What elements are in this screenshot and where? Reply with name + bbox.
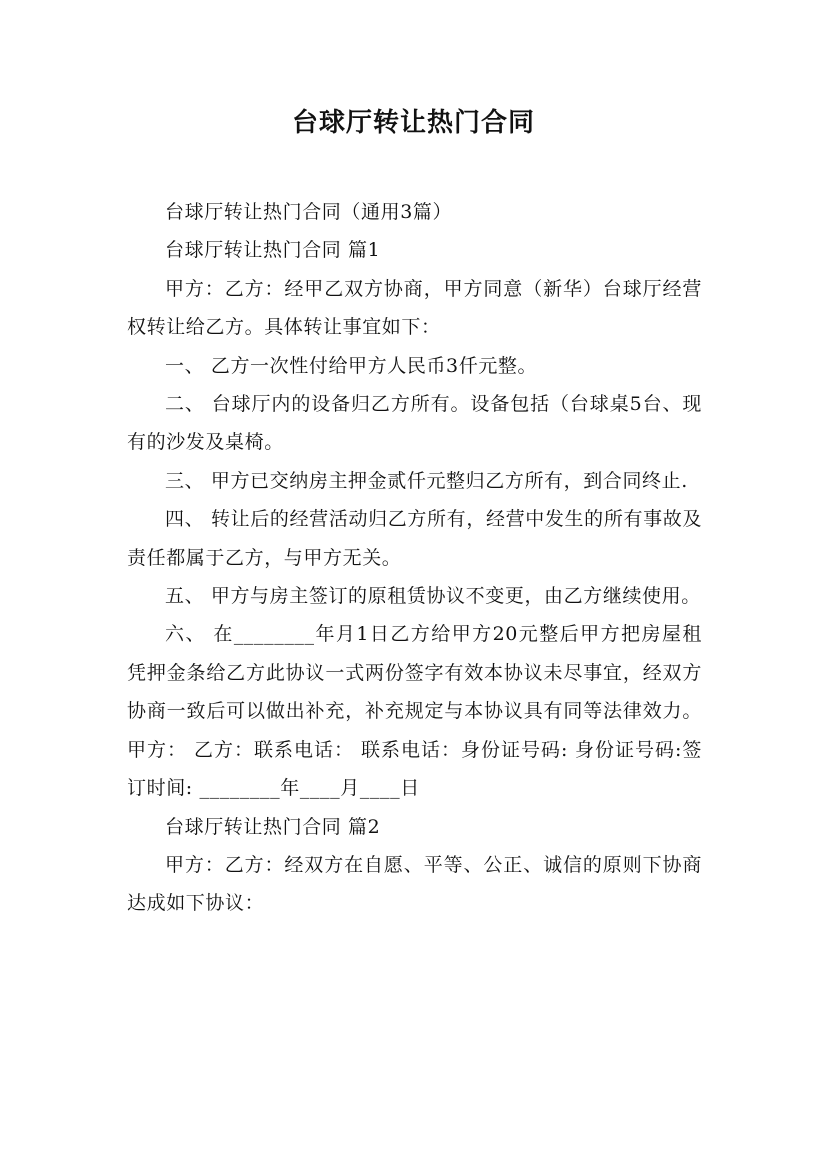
paragraph-section-2-intro: 甲方：乙方：经双方在自愿、平等、公正、诚信的原则下协商达成如下协议：: [127, 853, 702, 915]
document-title: 台球厅转让热门合同: [291, 108, 535, 138]
paragraph-clause-3: 三、 甲方已交纳房主押金贰仟元整归乙方所有，到合同终止.: [165, 469, 688, 492]
paragraph-clause-1: 一、 乙方一次性付给甲方人民币3仟元整。: [165, 354, 538, 377]
paragraph-section-1-heading: 台球厅转让热门合同 篇1: [165, 239, 381, 262]
paragraph-clause-2: 二、 台球厅内的设备归乙方所有。设备包括（台球桌5台、现有的沙发及桌椅。: [127, 393, 702, 454]
document-body: [127, 193, 702, 923]
paragraph-clause-6: 六、 在________年月1日乙方给甲方20元整后甲方把房屋租凭押金条给乙方此协议一式两份签字有效本协议未尽事宜，经双方协商一致后可以做出补充，补充规定与本协议具有同等法律效力。甲方： 乙方：联系电话： 联系电话：身份证号码: 身份证号码:签订时间: ________年____月____日: [127, 623, 702, 800]
paragraph-clause-4: 四、 转让后的经营活动归乙方所有，经营中发生的所有事故及责任都属于乙方，与甲方无关。: [127, 508, 702, 569]
paragraph-clause-5: 五、 甲方与房主签订的原租赁协议不变更，由乙方继续使用。: [165, 585, 701, 608]
paragraph-subtitle: 台球厅转让热门合同（通用3篇）: [165, 201, 453, 223]
paragraph-parties-intro: 甲方：乙方：经甲乙双方协商，甲方同意（新华）台球厅经营权转让给乙方。具体转让事宜如下：: [127, 277, 702, 339]
paragraph-section-2-heading: 台球厅转让热门合同 篇2: [165, 815, 381, 838]
